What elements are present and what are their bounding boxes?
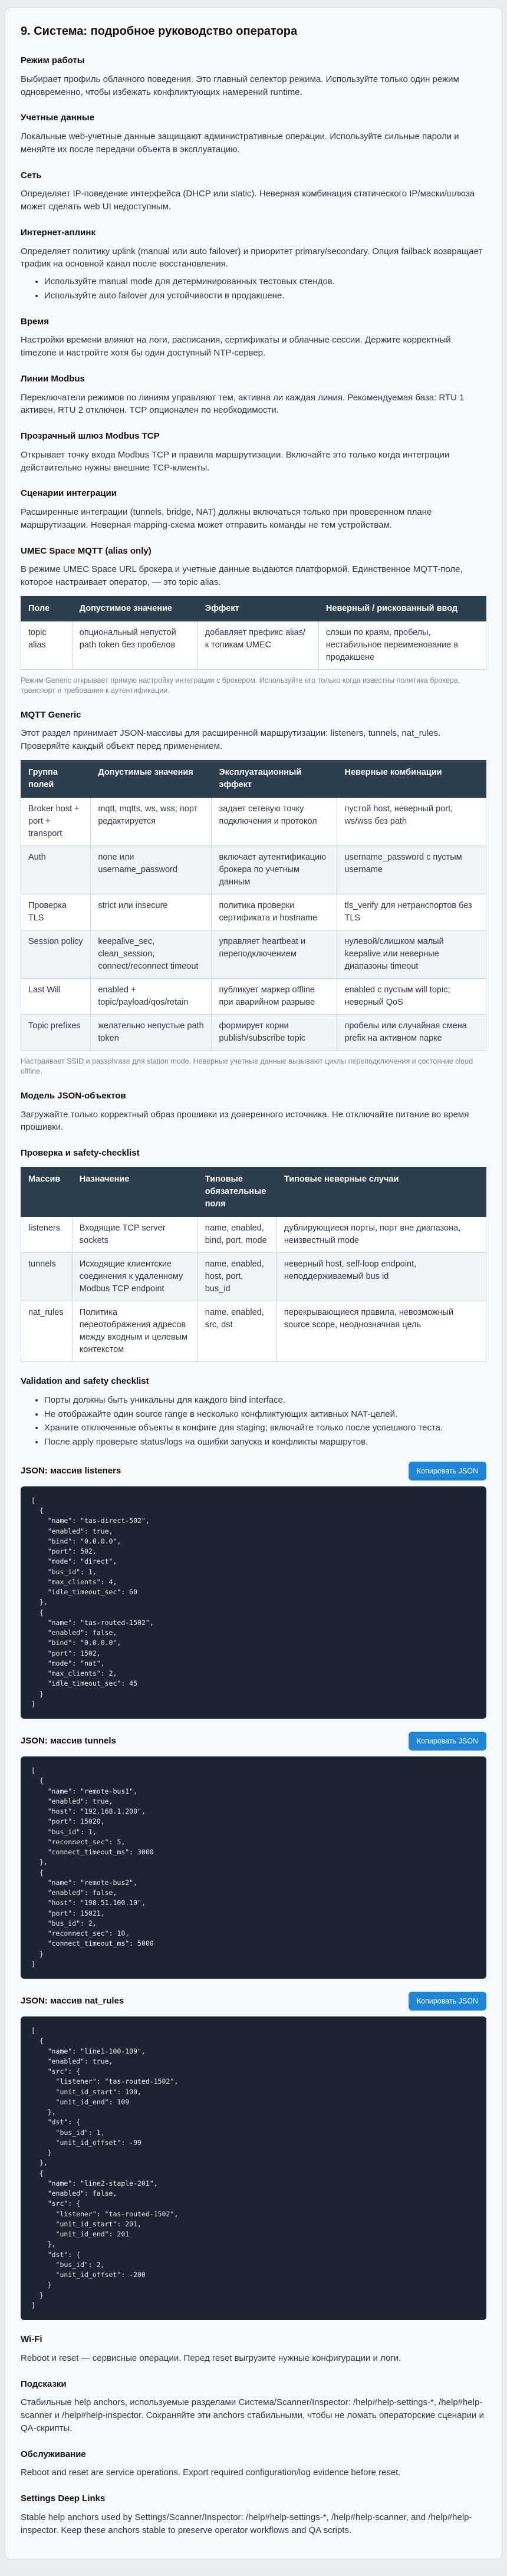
- table-cell: listeners: [21, 1216, 73, 1252]
- table-row: [21, 845, 486, 894]
- table-cell: Проверка TLS: [21, 894, 91, 930]
- umec-table: [21, 596, 486, 670]
- section-heading-modes: Режим работы: [21, 55, 85, 65]
- mqtt-note: Настраивает SSID и passphrase для station mode. Неверные учетные данные вызывают циклы переподключения и состояние cloud offline.: [21, 1057, 473, 1075]
- table-cell: опциональный непустой path token без пробелов: [72, 621, 197, 669]
- table-header-cell: Типовые обязательные поля: [197, 1167, 276, 1216]
- section-text-credentials: Локальные web-учетные данные защищают административные операции. Используйте сильные пароли и меняйте их после передачи объекта в эксплуатацию.: [21, 131, 459, 154]
- table-row: [21, 1301, 486, 1361]
- section-text-proxy: Открывает точку входа Modbus TCP и правила маршрутизации. Включайте это только когда интеграции действительно нужны внешние TCP-клиенты.: [21, 449, 450, 473]
- json-block-header: [21, 1992, 486, 2011]
- section-heading-hints: Подсказки: [21, 2378, 67, 2389]
- umec-note: Режим Generic открывает прямую настройку интеграции с брокером. Используйте его только когда известны политика брокера, транспорт и требования к аутентификации.: [21, 676, 460, 695]
- table-header-row: [21, 760, 486, 797]
- table-cell: Topic prefixes: [21, 1015, 91, 1051]
- table-row: [21, 894, 486, 930]
- table-header-row: [21, 596, 486, 621]
- section-heading-umec: UMEC Space MQTT (alias only): [21, 545, 152, 556]
- section-heading-wifi: Wi-Fi: [21, 2334, 42, 2345]
- section-heading-modbus: Линии Modbus: [21, 373, 85, 384]
- table-cell: формирует корни publish/subscribe topic: [212, 1015, 337, 1051]
- list-item: • Храните отключенные объекты в конфиге для staging; включайте только после успешного теста.: [44, 1422, 486, 1435]
- section-heading-mqtt: MQTT Generic: [21, 709, 81, 720]
- section-heading-json-models: Модель JSON-объектов: [21, 1090, 126, 1101]
- table-header-cell: Типовые неверные случаи: [276, 1167, 486, 1216]
- table-cell: Broker host + port + transport: [21, 797, 91, 845]
- json-block-title: JSON: массив nat_rules: [21, 1996, 124, 2006]
- table-cell: публикует маркер offline при аварийном разрыве: [212, 979, 337, 1015]
- mqtt-table: [21, 760, 486, 1051]
- table-cell: слэши по краям, пробелы, нестабильное переименование в продакшене: [318, 621, 486, 669]
- json-block-header: [21, 1462, 486, 1481]
- table-cell: Session policy: [21, 930, 91, 978]
- section-heading-network: Сеть: [21, 170, 42, 180]
- table-cell: mqtt, mqtts, ws, wss; порт редактируется: [91, 797, 212, 845]
- table-cell: none или username_password: [91, 845, 212, 894]
- copy-json-button[interactable]: Копировать JSON: [409, 1992, 486, 2011]
- table-header-cell: Неверные комбинации: [337, 760, 486, 797]
- table-cell: name, enabled, host, port, bus_id: [197, 1252, 276, 1301]
- section-text-umec: В режиме UMEC Space URL брокера и учетные данные выдаются платформой. Единственное MQTT-поле, которое настраивает оператор, — это topic alias.: [21, 564, 463, 587]
- table-header-cell: Эксплуатационный эффект: [212, 760, 337, 797]
- json-block-nat-rules: [21, 1992, 486, 2320]
- table-cell: Исходящие клиентские соединения к удаленному Modbus TCP endpoint: [72, 1252, 197, 1301]
- table-cell: Auth: [21, 845, 91, 894]
- copy-json-button[interactable]: Копировать JSON: [409, 1462, 486, 1481]
- section-text-hints: Стабильные help anchors, используемые разделами Система/Scanner/Inspector: /help#help-settings-*, /help#help-scanner и /help#help-inspector. Сохраняйте эти anchors стабильными, чтобы не ломать операторские сценарии и QA-скрипты.: [21, 2397, 484, 2433]
- table-header-cell: Назначение: [72, 1167, 197, 1216]
- table-cell: пробелы или случайная смена prefix на активном парке: [337, 1015, 486, 1051]
- copy-json-button[interactable]: Копировать JSON: [409, 1732, 486, 1751]
- table-row: [21, 621, 486, 669]
- table-header-cell: Поле: [21, 596, 73, 621]
- table-cell: Last Will: [21, 979, 91, 1015]
- section-heading-deeplinks: Settings Deep Links: [21, 2493, 106, 2504]
- table-cell: tls_verify для нетранспортов без TLS: [337, 894, 486, 930]
- list-item: • Используйте manual mode для детерминированных тестовых стендов.: [44, 275, 486, 288]
- table-cell: strict или insecure: [91, 894, 212, 930]
- table-cell: политика проверки сертификата и hostname: [212, 894, 337, 930]
- table-cell: Входящие TCP server sockets: [72, 1216, 197, 1252]
- table-row: [21, 1015, 486, 1051]
- section-text-scenarios: Расширенные интеграции (tunnels, bridge, NAT) должны включаться только при проверенном плане маршрутизации. Неверная mapping-схема может отправить команды не тем устройствам.: [21, 507, 432, 530]
- section-text-network: Определяет IP-поведение интерфейса (DHCP или static). Неверная комбинация статического IP/маски/шлюза может сделать web UI недоступным.: [21, 189, 475, 212]
- section-text-deeplinks: Stable help anchors used by Settings/Scanner/Inspector: /help#help-settings-*, /help#help-scanner, and /help#help-inspector. Keep these anchors stable to preserve operator workflows and QA scripts.: [21, 2512, 472, 2535]
- table-cell: неверный host, self-loop endpoint, неподдерживаемый bus id: [276, 1252, 486, 1301]
- json-block-tunnels: [21, 1732, 486, 1979]
- table-header-cell: Допустимое значение: [72, 596, 197, 621]
- table-cell: enabled + topic/payload/qos/retain: [91, 979, 212, 1015]
- section-heading-uplink: Интернет-аплинк: [21, 227, 96, 238]
- page-title: 9. Система: подробное руководство оператора: [21, 25, 298, 38]
- json-code: [ { "name": "remote-bus1", "enabled": true, "host": "192.168.1.200", "port": 15020, "bus_id": 1, "reconnect_sec": 5, "connect_timeout_ms": 3000 }, { "name": "remote-bus2", "enabled": false, "host": "198.51.100.10", "port": 15021, "bus_id": 2, "reconnect_sec": 10, "connect_timeout_ms": 5000 } ]: [21, 1756, 486, 1979]
- json-block-title: JSON: массив tunnels: [21, 1736, 116, 1746]
- uplink-list: [21, 275, 486, 302]
- table-cell: topic alias: [21, 621, 73, 669]
- json-code: [ { "name": "line1-100-109", "enabled": true, "src": { "listener": "tas-routed-1502", "unit_id_start": 100, "unit_id_end": 109 }, "dst": { "bus_id": 1, "unit_id_offset": -99 } }, { "name": "line2-staple-201", "enabled": false, "src": { "listener": "tas-routed-1502", "unit_id_start": 201, "unit_id_end": 201 }, "dst": { "bus_id": 2, "unit_id_offset": -200 } } ]: [21, 2016, 486, 2320]
- table-cell: nat_rules: [21, 1301, 73, 1361]
- section-heading-scenarios: Сценарии интеграции: [21, 488, 117, 499]
- table-cell: name, enabled, src, dst: [197, 1301, 276, 1361]
- help-card: [5, 7, 502, 2559]
- table-cell: нулевой/слишком малый keepalive или неверные диапазоны timeout: [337, 930, 486, 978]
- table-cell: enabled с пустым will topic; неверный QoS: [337, 979, 486, 1015]
- json-block-listeners: [21, 1462, 486, 1719]
- table-row: [21, 1216, 486, 1252]
- table-row: [21, 979, 486, 1015]
- list-item: • Порты должны быть уникальны для каждого bind interface.: [44, 1394, 486, 1407]
- table-cell: дублирующиеся порты, порт вне диапазона, неизвестный mode: [276, 1216, 486, 1252]
- section-text-wifi: Reboot и reset — сервисные операции. Перед reset выгрузите нужные конфигурации и логи.: [21, 2353, 401, 2363]
- section-text-uplink: Определяет политику uplink (manual или auto failover) и приоритет primary/secondary. Опция failback возвращает трафик на основной канал после восстановления.: [21, 246, 483, 269]
- section-text-time: Настройки времени влияют на логи, расписания, сертификаты и облачные сессии. Держите корректный timezone и настройте хотя бы один доступный NTP-сервер.: [21, 335, 451, 358]
- table-cell: перекрывающиеся правила, невозможный source scope, неоднозначная цель: [276, 1301, 486, 1361]
- section-heading-safety: Проверка и safety-checklist: [21, 1148, 140, 1159]
- section-text-modbus: Переключатели режимов по линиям управляют тем, активна ли каждая линия. Рекомендуемая база: RTU 1 активен, RTU 2 отключен. TCP опционален по необходимости.: [21, 392, 465, 416]
- table-cell: username_password с пустым username: [337, 845, 486, 894]
- json-code: [ { "name": "tas-direct-502", "enabled": true, "bind": "0.0.0.0", "port": 502, "mode": "direct", "bus_id": 1, "max_clients": 4, "idle_timeout_sec": 60 }, { "name": "tas-routed-1502", "enabled": false, "bind": "0.0.0.0", "port": 1502, "mode": "nat", "max_clients": 2, "idle_timeout_sec": 45 } ]: [21, 1486, 486, 1719]
- section-heading-service: Обслуживание: [21, 2449, 86, 2459]
- section-text-mqtt: Этот раздел принимает JSON-массивы для расширенной маршрутизации: listeners, tunnels, nat_rules. Проверяйте каждый объект перед применением.: [21, 728, 441, 752]
- section-heading-time: Время: [21, 316, 49, 327]
- table-cell: name, enabled, bind, port, mode: [197, 1216, 276, 1252]
- list-item: • Не отображайте один source range в несколько конфликтующих активных NAT-целей.: [44, 1408, 486, 1421]
- list-item: • Используйте auto failover для устойчивости в продакшене.: [44, 289, 486, 302]
- table-cell: keepalive_sec, clean_session, connect/reconnect timeout: [91, 930, 212, 978]
- json-block-header: [21, 1732, 486, 1751]
- safety-table: [21, 1167, 486, 1362]
- section-text-service: Reboot and reset are service operations. Export required configuration/log evidence before reset.: [21, 2468, 401, 2478]
- table-row: [21, 797, 486, 845]
- table-header-cell: Группа полей: [21, 760, 91, 797]
- table-header-row: [21, 1167, 486, 1216]
- table-cell: желательно непустые path token: [91, 1015, 212, 1051]
- table-row: [21, 1252, 486, 1301]
- table-cell: tunnels: [21, 1252, 73, 1301]
- table-cell: Политика переотображения адресов между входным и целевым контекстом: [72, 1301, 197, 1361]
- section-text-json-models: Загружайте только корректный образ прошивки из доверенного источника. Не отключайте питание во время прошивки.: [21, 1109, 469, 1133]
- table-cell: добавляет префикс alias/ к топикам UMEC: [197, 621, 318, 669]
- json-block-title: JSON: массив listeners: [21, 1465, 121, 1476]
- table-header-cell: Неверный / рискованный ввод: [318, 596, 486, 621]
- table-cell: управляет heartbeat и переподключением: [212, 930, 337, 978]
- table-row: [21, 930, 486, 978]
- section-heading-checklist: Validation and safety checklist: [21, 1376, 149, 1387]
- table-cell: включает аутентификацию брокера по учетным данным: [212, 845, 337, 894]
- table-header-cell: Допустимые значения: [91, 760, 212, 797]
- table-header-cell: Массив: [21, 1167, 73, 1216]
- checklist-list: [21, 1394, 486, 1449]
- table-cell: пустой host, неверный port, ws/wss без path: [337, 797, 486, 845]
- table-header-cell: Эффект: [197, 596, 318, 621]
- table-cell: задает сетевую точку подключения и протокол: [212, 797, 337, 845]
- list-item: • После apply проверьте status/logs на ошибки запуска и конфликты маршрутов.: [44, 1436, 486, 1449]
- section-heading-credentials: Учетные данные: [21, 113, 95, 123]
- section-heading-proxy: Прозрачный шлюз Modbus TCP: [21, 431, 160, 441]
- section-text-modes: Выбирает профиль облачного поведения. Это главный селектор режима. Используйте только один режим одновременно, чтобы избежать конфликтующих намерений runtime.: [21, 74, 459, 97]
